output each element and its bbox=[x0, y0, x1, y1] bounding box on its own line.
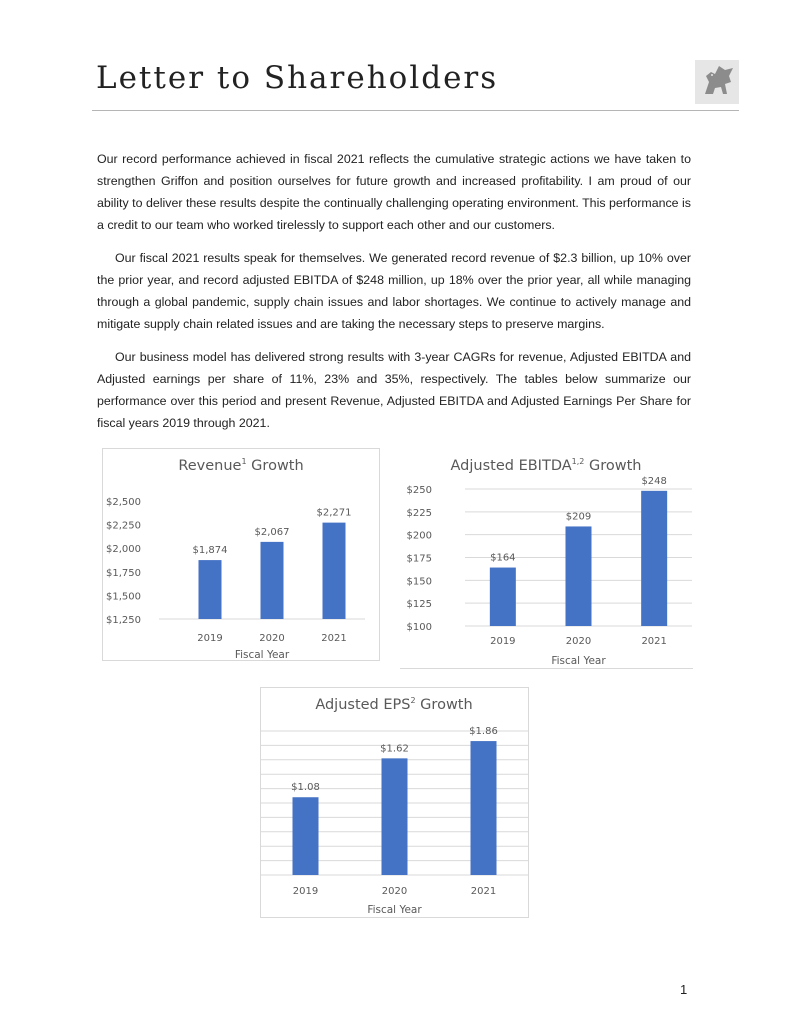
data-label: $248 bbox=[641, 475, 667, 487]
data-label: $1.86 bbox=[469, 726, 498, 738]
x-tick-label: 2021 bbox=[321, 633, 347, 644]
y-tick-label: $1,250 bbox=[106, 615, 141, 626]
y-tick-label: $2,250 bbox=[106, 520, 141, 532]
chart-title-suffix: Growth bbox=[246, 458, 304, 474]
y-tick-label: $200 bbox=[406, 530, 432, 542]
letter-paragraph-2: Our fiscal 2021 results speak for themselves. We generated record revenue of $2.3 billion, up 10% over the prior year, and record adjusted EBITDA of $248 million, up 18% over the prior year, all while managing through a global pandemic, supply chain issues and labor shortages. We continue to actively manage and mitigate supply chain related issues and are taking the necessary steps to preserve margins. bbox=[97, 251, 691, 331]
griffin-logo-icon bbox=[695, 60, 739, 104]
bar-2020 bbox=[566, 526, 592, 626]
bar-2019 bbox=[490, 568, 516, 626]
chart-title-main: Revenue bbox=[178, 458, 242, 474]
bar-2019 bbox=[199, 560, 222, 619]
letter-paragraph-3: Our business model has delivered strong results with 3-year CAGRs for revenue, Adjusted EBITDA and Adjusted earnings per share of 11%, 23% and 35%, respectively. The tables below summarize our performance over this period and present Revenue, Adjusted EBITDA and Adjusted Earnings Per Share for fiscal years 2019 through 2021. bbox=[97, 350, 691, 430]
x-axis-title: Fiscal Year bbox=[234, 649, 290, 660]
x-axis-title: Fiscal Year bbox=[367, 904, 422, 916]
chart-title bbox=[315, 696, 472, 713]
bar-2020 bbox=[382, 758, 408, 875]
y-tick-label: $2,500 bbox=[106, 497, 141, 508]
chart-title-superscript: 2 bbox=[410, 696, 416, 705]
x-tick-label: 2021 bbox=[641, 636, 667, 647]
x-tick-label: 2019 bbox=[197, 633, 223, 644]
y-tick-label: $125 bbox=[406, 599, 432, 611]
data-label: $1.08 bbox=[291, 782, 320, 794]
data-label: $1.62 bbox=[380, 743, 409, 755]
x-tick-label: 2019 bbox=[490, 636, 516, 647]
data-label: $2,271 bbox=[316, 507, 352, 519]
bar-2021 bbox=[641, 491, 667, 626]
chart-title-suffix: Growth bbox=[415, 697, 473, 713]
y-tick-label: $150 bbox=[406, 576, 432, 588]
bar-2019 bbox=[293, 797, 319, 875]
chart-title bbox=[178, 457, 303, 474]
bar-2021 bbox=[323, 523, 346, 619]
chart-title-superscript: 1 bbox=[241, 457, 247, 466]
x-tick-label: 2020 bbox=[381, 886, 408, 897]
bar-2020 bbox=[261, 542, 284, 619]
x-tick-label: 2020 bbox=[565, 636, 592, 647]
adjusted-ebitda-growth-chart bbox=[400, 448, 693, 669]
ebitda-chart-svg bbox=[400, 448, 693, 668]
page-number: 1 bbox=[680, 982, 688, 997]
y-tick-label: $2,000 bbox=[106, 544, 141, 556]
chart-title-main: Adjusted EPS bbox=[315, 697, 411, 713]
x-axis-title: Fiscal Year bbox=[551, 655, 606, 667]
adjusted-eps-growth-chart bbox=[260, 687, 529, 918]
x-tick-label: 2019 bbox=[292, 886, 319, 897]
data-label: $1,874 bbox=[192, 545, 228, 557]
letter-body bbox=[97, 148, 691, 445]
y-tick-label: $1,750 bbox=[106, 567, 141, 579]
y-tick-label: $100 bbox=[406, 622, 432, 633]
y-tick-label: $175 bbox=[406, 553, 432, 565]
chart-title-superscript: 1,2 bbox=[571, 457, 585, 466]
letter-paragraph-1: Our record performance achieved in fiscal 2021 reflects the cumulative strategic actions we have taken to strengthen Griffon and position ourselves for future growth and increased profitability. I am proud of our ability to deliver these results despite the continually challenging operating environment. This performance is a credit to our team who worked tirelessly to support each other and our customers. bbox=[97, 152, 691, 232]
chart-title-suffix: Growth bbox=[584, 458, 642, 474]
y-tick-label: $225 bbox=[406, 507, 432, 519]
x-tick-label: 2021 bbox=[470, 886, 497, 897]
eps-chart-svg bbox=[261, 688, 528, 917]
data-label: $209 bbox=[565, 511, 592, 523]
title-divider bbox=[92, 110, 739, 111]
data-label: $2,067 bbox=[254, 526, 290, 538]
chart-title bbox=[451, 457, 642, 474]
x-tick-label: 2020 bbox=[259, 633, 285, 644]
data-label: $164 bbox=[490, 552, 516, 564]
revenue-growth-chart bbox=[102, 448, 380, 661]
chart-title-main: Adjusted EBITDA bbox=[450, 458, 572, 474]
y-tick-label: $250 bbox=[406, 485, 432, 496]
revenue-chart-svg bbox=[103, 449, 379, 660]
y-tick-label: $1,500 bbox=[106, 591, 141, 603]
bar-2021 bbox=[471, 741, 497, 875]
page-title: Letter to Shareholders bbox=[96, 60, 499, 96]
